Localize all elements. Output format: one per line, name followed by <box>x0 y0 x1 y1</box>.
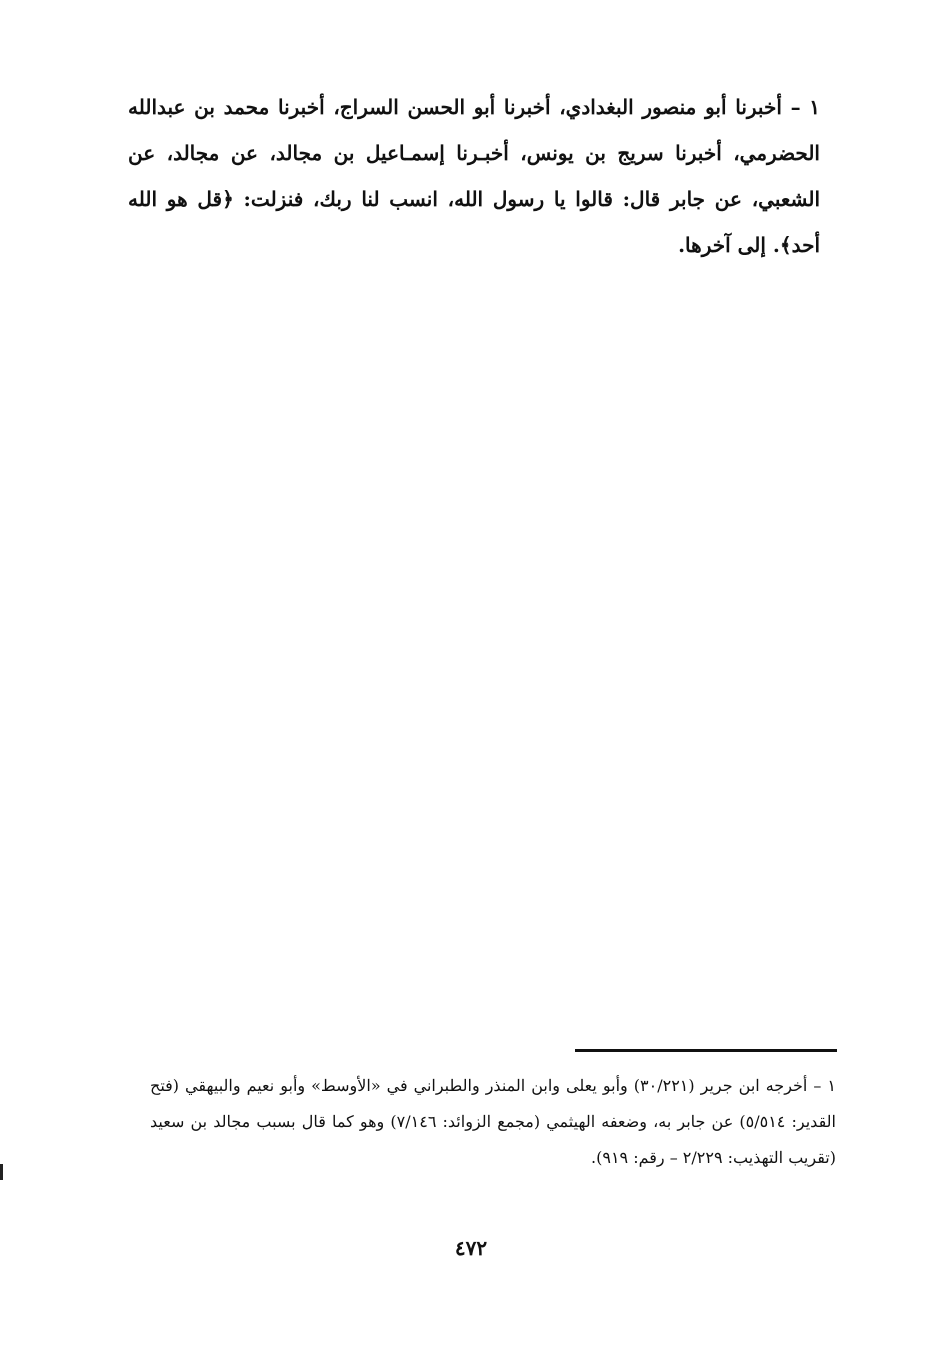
scan-margin-mark <box>0 1164 3 1180</box>
page-number: ٤٧٢ <box>454 1236 488 1260</box>
hadith-body: أخبرنا أبو منصور البغدادي، أخبرنا أبو الحسن السراج، أخبرنا محمد بن عبدالله الحضرمي، أخبرنا سريج بن يونس، أخبـرنا إسمـاعيل بن مجالد، عن مجالد، عن الشعبي، عن جابر قال: قالوا يا رسول الله، انسب لنا ربك، فنزلت: ﴿قل هو الله أحد﴾. إلى آخرها. <box>128 95 820 257</box>
footnote-number: ١ – <box>813 1076 836 1095</box>
hadith-text <box>128 84 820 268</box>
hadith-number: ١ – <box>790 95 820 119</box>
footnote <box>150 1068 836 1176</box>
hadith-paragraph <box>128 84 820 268</box>
footnote-separator <box>575 1049 837 1052</box>
footnote-body: أخرجه ابن جرير (٣٠/٢٢١) وأبو يعلى وابن المنذر والطبراني في «الأوسط» وأبو نعيم والبيهقي (فتح القدير: ٥/٥١٤) عن جابر به، وضعفه الهيثمي (مجمع الزوائد: ٧/١٤٦) وهو كما قال بسبب مجالد بن سعيد (تقريب التهذيب: ٢/٢٢٩ – رقم: ٩١٩). <box>150 1076 836 1167</box>
footnote-paragraph <box>150 1068 836 1176</box>
